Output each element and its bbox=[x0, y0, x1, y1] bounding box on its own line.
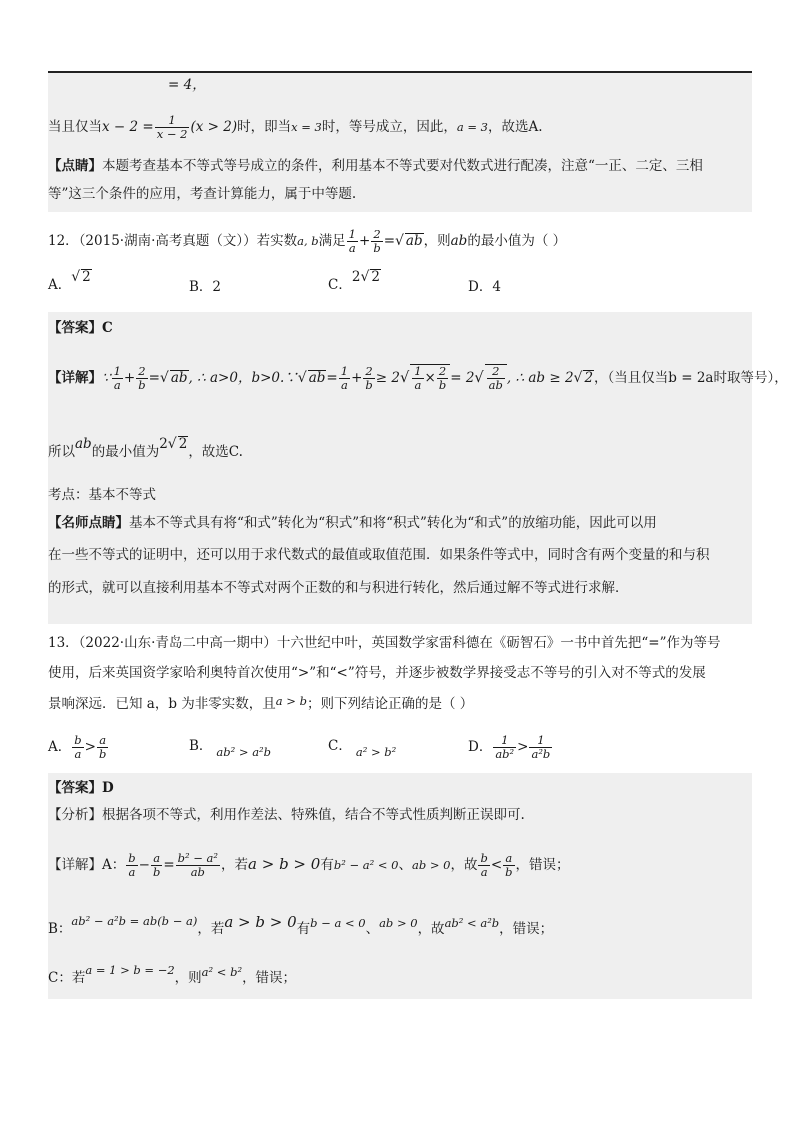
denominator: ab bbox=[190, 865, 205, 879]
q13-stem-line2: 使用，后来英国资学家哈利奥特首次使用“>”和“<”符号，并逐步被数学界接受志不等号的引入对不等式的发展 bbox=[48, 665, 706, 681]
numerator: 1 bbox=[529, 734, 552, 748]
fraction bbox=[478, 852, 489, 879]
radicand bbox=[410, 364, 450, 392]
denominator: b bbox=[98, 747, 107, 761]
detail-label: 【详解】 bbox=[48, 370, 102, 386]
numerator: 2 bbox=[363, 365, 374, 379]
numerator: a bbox=[503, 852, 514, 866]
math: b² − a² < 0 bbox=[333, 858, 399, 872]
radical-sign: √ bbox=[159, 370, 169, 386]
option-value: 4 bbox=[492, 279, 501, 295]
denominator: ab² bbox=[495, 747, 515, 761]
numerator: 2 bbox=[437, 365, 448, 379]
mingshi-label: 【名师点睛】 bbox=[48, 515, 129, 531]
radical-sign: √ bbox=[360, 269, 370, 285]
option-label: D． bbox=[468, 739, 493, 755]
radicand: 2 bbox=[371, 269, 380, 285]
fraction bbox=[97, 734, 108, 761]
q13-stem-line3 bbox=[48, 695, 473, 713]
text: ，故 bbox=[417, 921, 445, 937]
math: = 2 bbox=[450, 370, 475, 386]
denominator: a bbox=[340, 378, 348, 392]
text: 时，等号成立，因此， bbox=[321, 119, 457, 135]
q12-option-a bbox=[48, 269, 92, 294]
text: 满足 bbox=[318, 233, 346, 249]
q13-detail-c bbox=[48, 963, 297, 987]
fraction bbox=[503, 852, 514, 879]
text: ，错误； bbox=[242, 970, 297, 986]
numerator: 2 bbox=[487, 365, 505, 379]
math: = bbox=[148, 370, 160, 386]
option-label: A． bbox=[48, 277, 72, 293]
text: ，故 bbox=[450, 857, 478, 873]
math: < bbox=[490, 857, 503, 873]
radicand: 2 bbox=[82, 269, 91, 285]
denominator: b bbox=[365, 378, 373, 392]
radical-sign: √ bbox=[297, 370, 307, 386]
q13-option-a bbox=[48, 734, 109, 761]
math: a > b > 0 bbox=[248, 855, 321, 873]
option-label: C． bbox=[328, 738, 352, 754]
text: 的最小值为（ ） bbox=[467, 233, 567, 249]
text: 基本不等式具有将“和式”转化为“积式”和将“积式”转化为“和式”的放缩功能，因此可以用 bbox=[129, 515, 657, 531]
denominator: ab bbox=[488, 378, 503, 392]
numerator: 2 bbox=[371, 228, 382, 242]
q12-kaodian: 考点：基本不等式 bbox=[48, 487, 156, 503]
option-label: B． bbox=[189, 738, 213, 754]
math: − bbox=[138, 857, 150, 873]
denominator: a bbox=[348, 241, 356, 255]
denominator: a²b bbox=[531, 747, 551, 761]
prev-equality-condition bbox=[48, 114, 543, 141]
q13-detail-b bbox=[48, 913, 554, 938]
numerator: 1 bbox=[348, 227, 356, 241]
fraction bbox=[126, 852, 137, 879]
text: ；则下列结论正确的是（ ） bbox=[306, 696, 474, 712]
fraction bbox=[155, 114, 190, 141]
option-label: C． bbox=[328, 277, 352, 293]
q12-option-d bbox=[468, 278, 501, 296]
q13-option-b bbox=[189, 737, 272, 759]
denominator: b bbox=[138, 378, 146, 392]
numerator: 1 bbox=[340, 364, 349, 378]
q13-detail-a bbox=[48, 852, 570, 879]
denominator: a bbox=[74, 747, 82, 761]
numerator: 1 bbox=[493, 734, 516, 748]
text: 若实数 bbox=[256, 233, 298, 249]
radicand bbox=[485, 364, 507, 392]
fraction bbox=[437, 365, 448, 392]
option-value: 2 bbox=[212, 279, 222, 295]
q12-option-b bbox=[189, 278, 221, 296]
q12-detail bbox=[48, 364, 788, 392]
fraction bbox=[136, 365, 147, 392]
denominator: a bbox=[414, 378, 422, 392]
radical-sign: √ bbox=[474, 370, 484, 386]
fraction bbox=[529, 734, 552, 761]
text: ，则 bbox=[174, 970, 202, 986]
text: ，若 bbox=[197, 921, 225, 937]
question-number: 12． bbox=[48, 233, 79, 249]
radicand: ab bbox=[308, 370, 326, 386]
q13-option-d bbox=[468, 734, 553, 761]
text: ，错误； bbox=[515, 857, 570, 873]
fraction bbox=[363, 365, 374, 392]
text: 、 bbox=[365, 921, 380, 937]
fraction bbox=[371, 228, 382, 255]
fraction bbox=[347, 228, 358, 255]
q12-stem bbox=[48, 228, 566, 255]
math: ≥ 2 bbox=[375, 370, 400, 386]
numerator: 1 bbox=[155, 114, 190, 128]
math: > bbox=[84, 739, 96, 755]
denominator: a bbox=[480, 865, 488, 879]
numerator: 1 bbox=[113, 364, 121, 378]
note: ，（当且仅当b = 2a时取等号）， bbox=[594, 370, 788, 386]
math: a > b bbox=[275, 694, 307, 708]
fraction bbox=[412, 365, 423, 392]
radicand: 2 bbox=[178, 436, 188, 452]
denominator: b bbox=[152, 865, 161, 879]
math: ∵ bbox=[102, 370, 111, 386]
fraction bbox=[176, 852, 220, 879]
math: + bbox=[359, 233, 371, 249]
numerator: b bbox=[480, 851, 488, 865]
denominator: b bbox=[505, 865, 513, 879]
math: a² > b² bbox=[355, 745, 397, 759]
math: a² < b² bbox=[201, 965, 243, 979]
radical-sign: √ bbox=[573, 370, 583, 386]
prev-tip-line1 bbox=[48, 157, 703, 175]
text: 本题考查基本不等式等号成立的条件，利用基本不等式要对代数式进行配凑，注意“一正、二定、三相 bbox=[102, 158, 703, 174]
math: , ∴ a>0，b>0.∵ bbox=[188, 370, 298, 386]
times-sign: × bbox=[424, 370, 436, 386]
option-label: A． bbox=[48, 739, 72, 755]
q12-conclusion bbox=[48, 436, 243, 461]
text: ，则 bbox=[423, 233, 451, 249]
text: ，错误； bbox=[499, 921, 554, 937]
q13-option-c bbox=[328, 737, 397, 759]
fraction bbox=[72, 734, 83, 761]
denominator: b bbox=[373, 241, 381, 255]
math: a > b > 0 bbox=[224, 913, 297, 931]
fraction bbox=[487, 365, 505, 392]
option-label: B． bbox=[189, 279, 213, 295]
radicand: 2 bbox=[584, 370, 594, 386]
numerator: 1 bbox=[414, 364, 422, 378]
text: 景响深远．已知 a，b 为非零实数，且 bbox=[48, 696, 276, 712]
q13-stem-line1: 13．（2022·山东·青岛二中高一期中）十六世纪中叶，英国数学家雷科德在《砺智石》一书中首先把“=”作为等号 bbox=[48, 635, 721, 651]
numerator: a bbox=[151, 852, 162, 866]
math: = bbox=[383, 233, 395, 249]
math: + bbox=[123, 370, 136, 386]
denominator: x − 2 bbox=[156, 127, 188, 141]
math: x − 2 = bbox=[102, 119, 154, 135]
text: ，故选A. bbox=[487, 119, 543, 135]
math: + bbox=[351, 370, 363, 386]
q12-option-c bbox=[328, 269, 381, 294]
math: a = 1 > b = −2 bbox=[85, 963, 175, 977]
detail-label: B： bbox=[48, 921, 72, 937]
math: ab² − a²b = ab(b − a) bbox=[71, 914, 198, 928]
math: (x > 2) bbox=[190, 119, 238, 135]
math: b − a < 0 bbox=[310, 916, 366, 930]
fraction bbox=[112, 365, 123, 392]
q12-answer: 【答案】C bbox=[48, 320, 113, 336]
numerator: b² − a² bbox=[177, 851, 219, 865]
radicand: ab bbox=[170, 370, 188, 386]
denominator: a bbox=[113, 378, 121, 392]
radicand: ab bbox=[405, 233, 423, 249]
math: = bbox=[163, 857, 175, 873]
text: ，若 bbox=[221, 857, 249, 873]
math: ab bbox=[75, 436, 92, 452]
coefficient: 2 bbox=[159, 436, 168, 452]
q13-answer: 【答案】D bbox=[48, 780, 114, 796]
radical-sign: √ bbox=[71, 269, 81, 285]
math: , ∴ ab ≥ 2 bbox=[506, 370, 574, 386]
q12-solution-block bbox=[48, 312, 752, 624]
option-label: D． bbox=[468, 279, 493, 295]
q12-mingshi-line1 bbox=[48, 514, 657, 532]
coefficient: 2 bbox=[351, 269, 361, 285]
radical-sign: √ bbox=[167, 436, 177, 452]
math: ab² < a²b bbox=[444, 916, 500, 930]
detail-label: C：若 bbox=[48, 970, 86, 986]
radical-sign: √ bbox=[399, 370, 410, 386]
math: a, b bbox=[297, 234, 319, 248]
math: ab > 0 bbox=[379, 916, 418, 930]
text: 当且仅当 bbox=[48, 119, 102, 135]
math: a = 3 bbox=[456, 120, 488, 134]
math: = bbox=[326, 370, 338, 386]
text: 、 bbox=[398, 857, 412, 873]
text: 时，即当 bbox=[237, 119, 292, 135]
radical-sign: √ bbox=[395, 233, 404, 249]
numerator: a bbox=[97, 734, 108, 748]
fraction bbox=[151, 852, 162, 879]
prev-tip-line2: 等”这三个条件的应用，考查计算能力，属于中等题. bbox=[48, 186, 357, 202]
prev-eq4: = 4， bbox=[168, 77, 206, 93]
q12-mingshi-line3: 的形式，就可以直接利用基本不等式对两个正数的和与积进行转化，然后通过解不等式进行求解． bbox=[48, 580, 629, 596]
text: ，故选C. bbox=[188, 444, 243, 460]
denominator: a bbox=[128, 865, 136, 879]
fraction bbox=[339, 365, 350, 392]
math: ab > 0 bbox=[411, 858, 451, 872]
math: ab² > a²b bbox=[216, 745, 272, 759]
math: x = 3 bbox=[291, 120, 322, 134]
denominator: b bbox=[438, 378, 447, 392]
text: 所以 bbox=[48, 444, 75, 460]
numerator: b bbox=[128, 851, 136, 865]
source: （2015·湖南·高考真题（文）） bbox=[78, 233, 257, 249]
numerator: 2 bbox=[136, 365, 147, 379]
tip-label: 【点睛】 bbox=[48, 158, 102, 174]
q13-analysis: 【分析】根据各项不等式，利用作差法、特殊值，结合不等式性质判断正误即可. bbox=[48, 807, 525, 823]
detail-label: 【详解】A： bbox=[48, 857, 126, 873]
fraction bbox=[493, 734, 516, 761]
text: 有 bbox=[320, 857, 334, 873]
numerator: b bbox=[74, 733, 82, 747]
q12-mingshi-line2: 在一些不等式的证明中，还可以用于求代数式的最值或取值范围．如果条件等式中，同时含有两个变量的和与积 bbox=[48, 547, 710, 563]
text: 的最小值为 bbox=[91, 444, 160, 460]
math: > bbox=[517, 739, 529, 755]
text: 有 bbox=[296, 921, 311, 937]
math: ab bbox=[450, 233, 468, 249]
